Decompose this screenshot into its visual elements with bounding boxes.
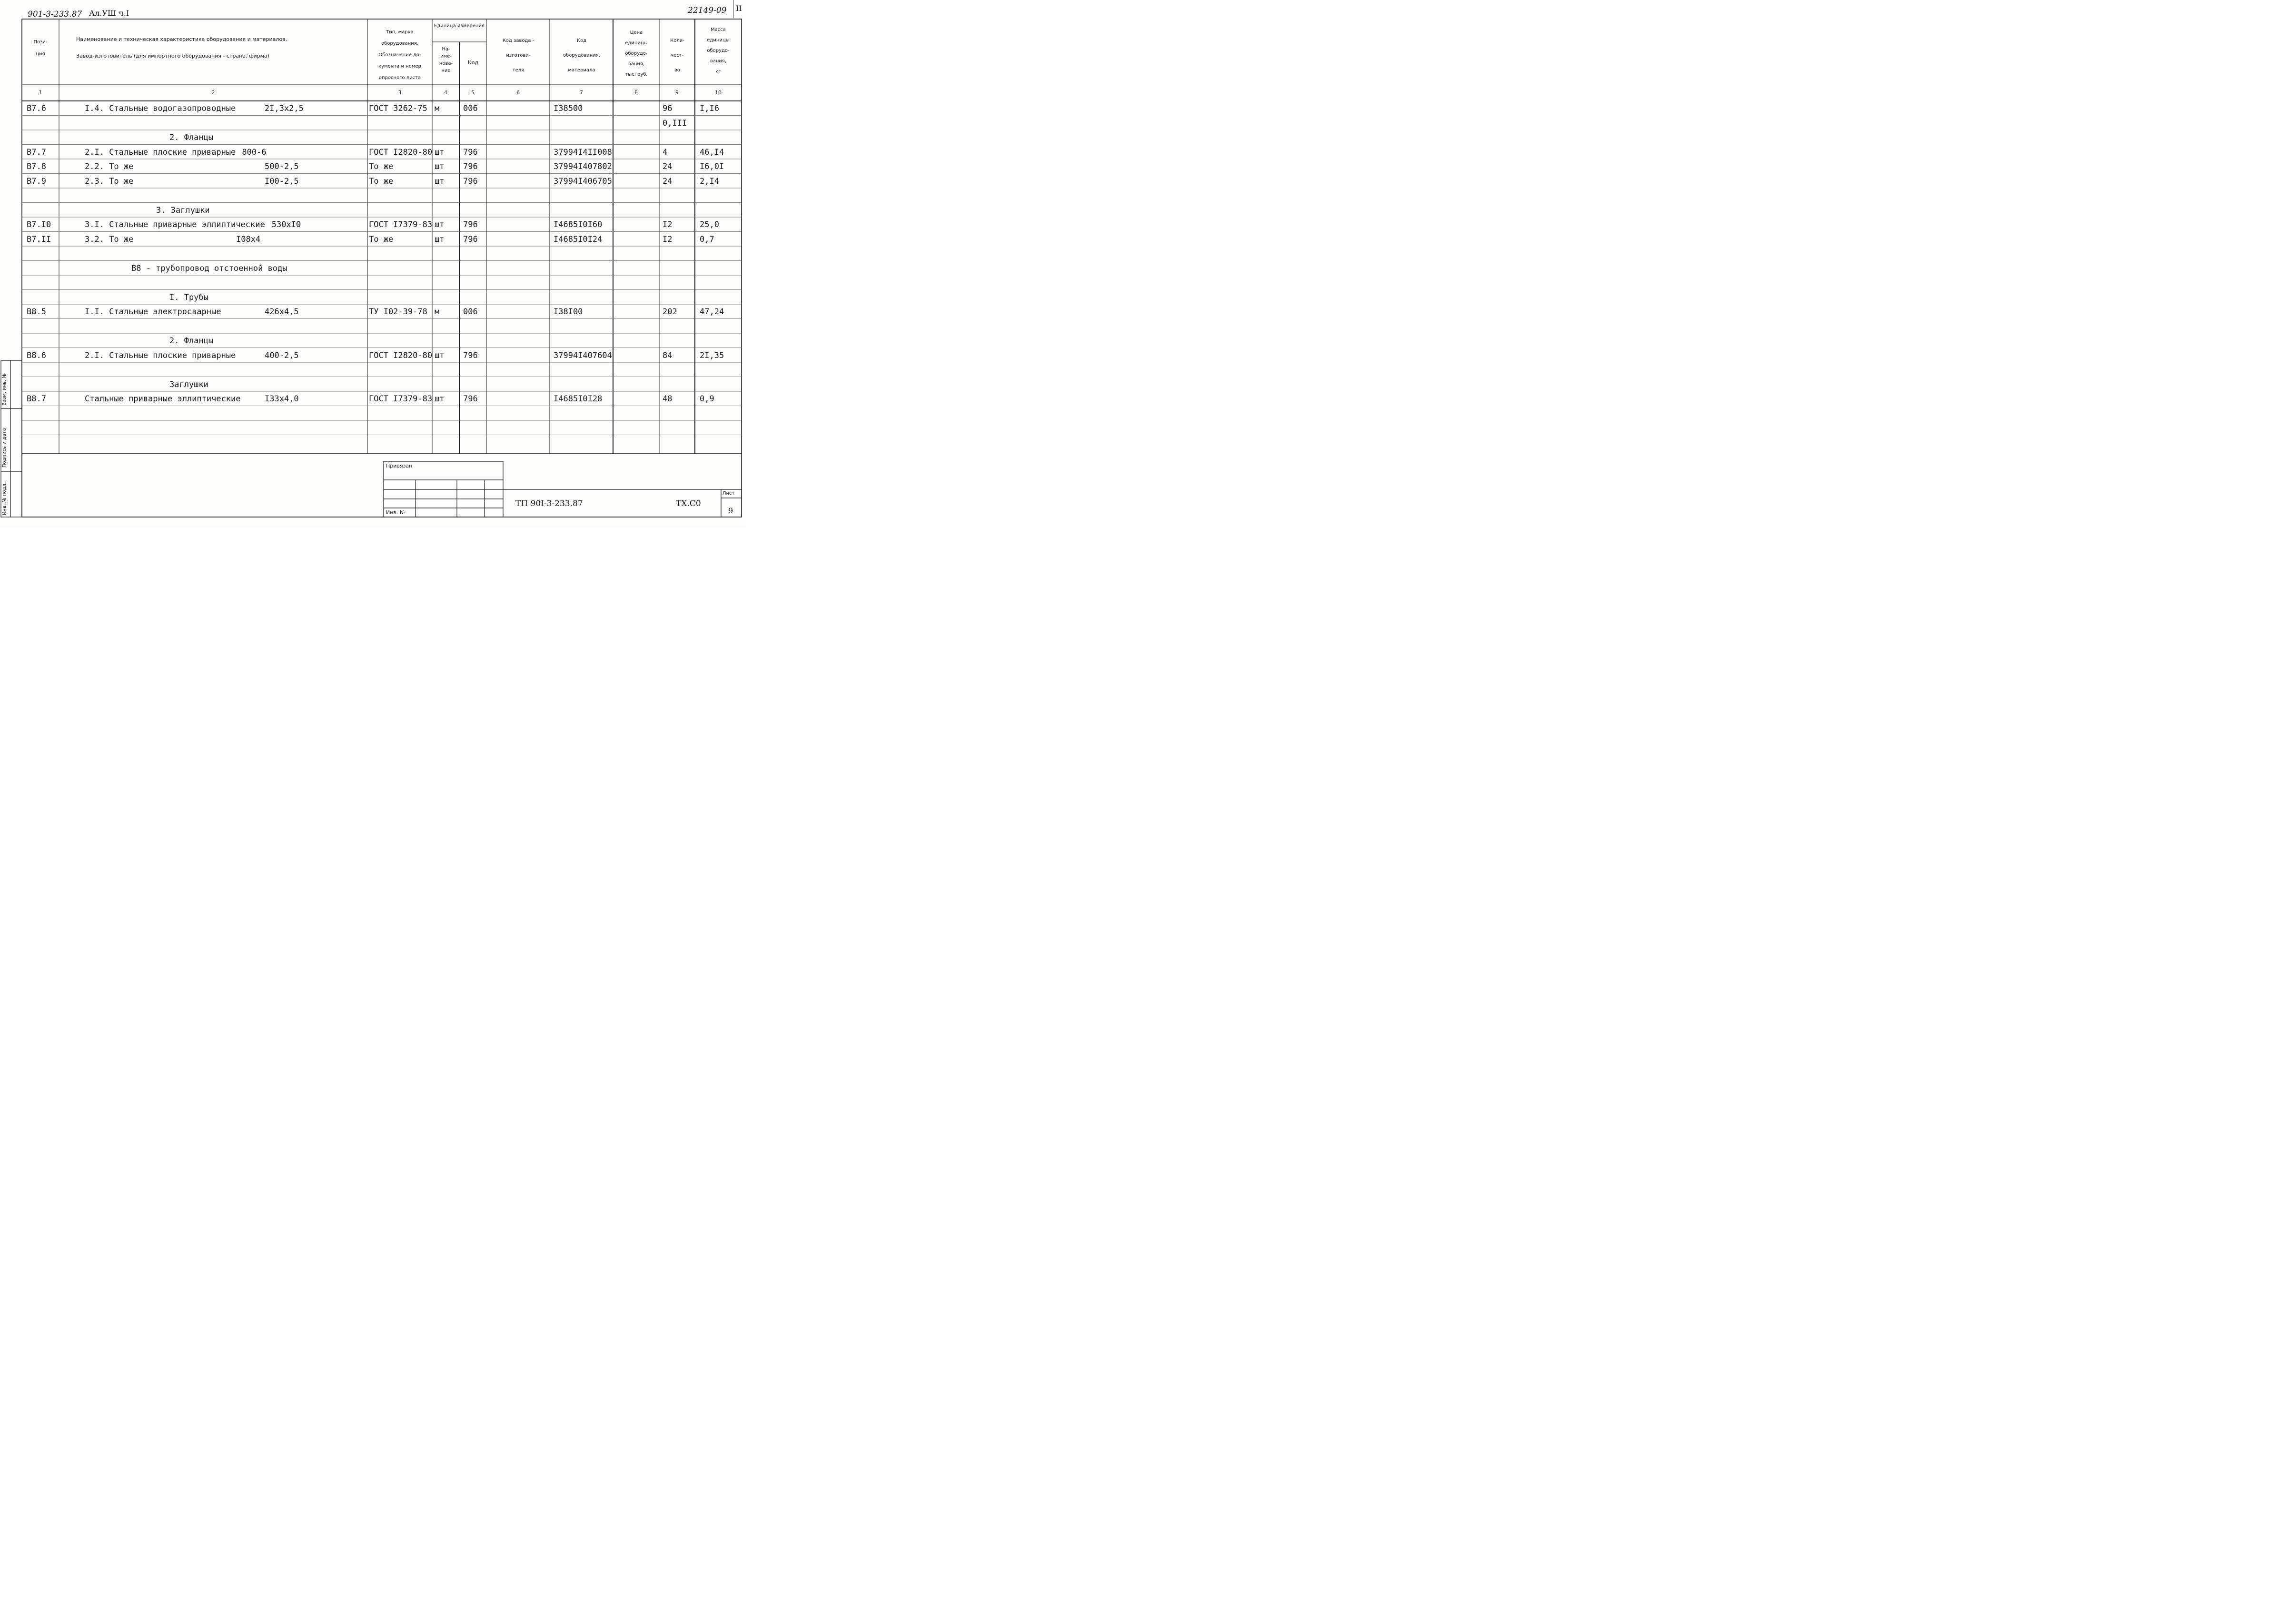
header-factory-code: Код завода - изготови- теля: [502, 38, 534, 73]
side-label-replacement: Взам. инв. №: [2, 373, 7, 406]
row-spec: 400-2,5: [265, 350, 299, 360]
row-quantity: 0,III: [663, 118, 687, 128]
section-heading: 3. Заглушки: [156, 205, 210, 215]
row-position: В7.6: [27, 104, 46, 113]
row-name: 2.3. То же: [85, 176, 134, 186]
header-quantity: Коли- чест- во: [670, 38, 684, 73]
header-unit: Единица измерения: [434, 23, 485, 29]
column-number: 7: [580, 90, 583, 96]
section-heading: 2. Фланцы: [169, 336, 214, 346]
column-number: 5: [471, 90, 475, 96]
column-number: 3: [398, 90, 402, 96]
column-number: 9: [675, 90, 679, 96]
row-position: В8.6: [27, 350, 46, 360]
row-quantity: I2: [663, 234, 673, 244]
header-unit-name: На- име- нова- ние: [439, 47, 453, 73]
row-unit-code: 796: [463, 147, 478, 157]
project-code: 901-3-233.87: [28, 10, 82, 19]
row-spec: I08x4: [236, 234, 261, 244]
stamp-list-number: 9: [728, 506, 733, 515]
stamp-project: ТП 90I-3-233.87: [515, 499, 583, 508]
section-heading: 2. Фланцы: [169, 133, 214, 142]
section-heading: Заглушки: [169, 379, 208, 389]
row-position: В8.5: [27, 307, 46, 317]
row-material-code: 37994I407604: [554, 350, 612, 360]
row-mass: 0,7: [700, 234, 714, 244]
row-material-code: 37994I406705: [554, 176, 612, 186]
row-quantity: 4: [663, 147, 668, 157]
row-document: ГОСТ I2820-80: [369, 350, 433, 360]
stamp-sheet-code: ТХ.С0: [676, 499, 701, 508]
row-unit-code: 796: [463, 394, 478, 404]
row-quantity: 24: [663, 162, 673, 171]
row-position: В8.7: [27, 394, 46, 404]
row-mass: I,I6: [700, 104, 719, 113]
row-spec: 426x4,5: [265, 307, 299, 317]
row-material-code: I4685I0I28: [554, 394, 603, 404]
header-name-line1: Наименование и техническая характеристика оборудования и материалов.: [76, 36, 287, 42]
row-spec: 530xI0: [271, 220, 301, 229]
column-number: 8: [634, 90, 638, 96]
row-unit-code: 796: [463, 220, 478, 229]
header-position: Пози- ция: [33, 40, 48, 57]
sheet-roman: II: [736, 4, 742, 13]
column-number: 6: [516, 90, 520, 96]
row-spec: 500-2,5: [265, 162, 299, 171]
section-heading: I. Трубы: [169, 292, 208, 302]
row-unit: шт: [435, 147, 445, 157]
row-name: Стальные приварные эллиптические: [85, 394, 241, 404]
row-document: ГОСТ I7379-83: [369, 220, 433, 229]
column-number: 10: [715, 90, 722, 96]
row-unit: шт: [435, 162, 445, 171]
row-quantity: 48: [663, 394, 673, 404]
row-name: 3.2. То же: [85, 234, 134, 244]
row-document: ГОСТ 3262-75: [369, 104, 427, 113]
row-mass: 46,I4: [700, 147, 724, 157]
row-unit-code: 006: [463, 307, 478, 317]
side-label-signature: Подпись и дата: [2, 428, 7, 468]
row-quantity: I2: [663, 220, 673, 229]
row-material-code: I38I00: [554, 307, 583, 317]
row-quantity: 24: [663, 176, 673, 186]
row-document: ТУ I02-39-78: [369, 307, 427, 317]
row-unit: м: [435, 307, 440, 317]
row-material-code: 37994I4II008: [554, 147, 612, 157]
row-unit-code: 796: [463, 162, 478, 171]
row-name: 3.I. Стальные приварные эллиптические: [85, 220, 265, 229]
header-mass: Масса единицы оборудо- вания, кг: [707, 27, 730, 74]
row-position: В7.I0: [27, 220, 51, 229]
column-number: 4: [444, 90, 447, 96]
header-type: Тип, марка оборудования. Обозначение до- кумента и номер опросного листа: [378, 30, 421, 80]
row-spec: 2I,3x2,5: [265, 104, 304, 113]
row-name: I.I. Стальные электросварные: [85, 307, 221, 317]
row-document: То же: [369, 176, 394, 186]
drawing-sheet: [0, 0, 746, 527]
row-unit-code: 796: [463, 176, 478, 186]
row-unit-code: 796: [463, 350, 478, 360]
header-unit-code: Код: [467, 60, 479, 66]
row-material-code: I4685I0I60: [554, 220, 603, 229]
row-position: В7.8: [27, 162, 46, 171]
row-unit: шт: [435, 234, 445, 244]
row-unit: шт: [435, 394, 445, 404]
row-name: 2.I. Стальные плоские приварные: [85, 147, 236, 157]
row-quantity: 84: [663, 350, 673, 360]
row-mass: 25,0: [700, 220, 719, 229]
row-position: В7.II: [27, 234, 51, 244]
header-name-line2: Завод-изготовитель (для импортного оборудования - страна, фирма): [76, 53, 269, 59]
row-spec: 800-6: [242, 147, 267, 157]
row-unit: шт: [435, 350, 445, 360]
section-heading: В8 - трубопровод отстоенной воды: [131, 263, 287, 273]
row-spec: I00-2,5: [265, 176, 299, 186]
row-document: ГОСТ I7379-83: [369, 394, 433, 404]
row-name: I.4. Стальные водогазопроводные: [85, 104, 236, 113]
album-label: Ал.УШ ч.I: [89, 9, 129, 18]
header-equipment-code: Код оборудования, материала: [563, 38, 600, 73]
row-mass: 47,24: [700, 307, 724, 317]
header-price: Цена единицы оборудо- вания, тыс. руб.: [625, 30, 648, 77]
row-material-code: I4685I0I24: [554, 234, 603, 244]
side-label-inventory: Инв. № подл.: [2, 482, 7, 515]
stamp-privyazan: Привязан: [386, 463, 413, 469]
row-document: То же: [369, 234, 394, 244]
row-unit: шт: [435, 220, 445, 229]
row-unit-code: 006: [463, 104, 478, 113]
row-position: В7.7: [27, 147, 46, 157]
row-name: 2.I. Стальные плоские приварные: [85, 350, 236, 360]
row-unit-code: 796: [463, 234, 478, 244]
row-position: В7.9: [27, 176, 46, 186]
row-spec: I33x4,0: [265, 394, 299, 404]
row-mass: 0,9: [700, 394, 714, 404]
column-number: 1: [39, 90, 42, 96]
row-unit: м: [435, 104, 440, 113]
row-document: То же: [369, 162, 394, 171]
row-document: ГОСТ I2820-80: [369, 147, 433, 157]
row-quantity: 202: [663, 307, 677, 317]
row-material-code: I38500: [554, 104, 583, 113]
column-number: 2: [211, 90, 215, 96]
row-material-code: 37994I407802: [554, 162, 612, 171]
row-mass: I6,0I: [700, 162, 724, 171]
row-quantity: 96: [663, 104, 673, 113]
document-number: 22149-09: [688, 6, 727, 15]
row-mass: 2,I4: [700, 176, 719, 186]
stamp-list-label: Лист: [722, 491, 735, 496]
row-mass: 2I,35: [700, 350, 724, 360]
stamp-inv: Инв. №: [386, 509, 406, 516]
row-unit: шт: [435, 176, 445, 186]
row-name: 2.2. То же: [85, 162, 134, 171]
